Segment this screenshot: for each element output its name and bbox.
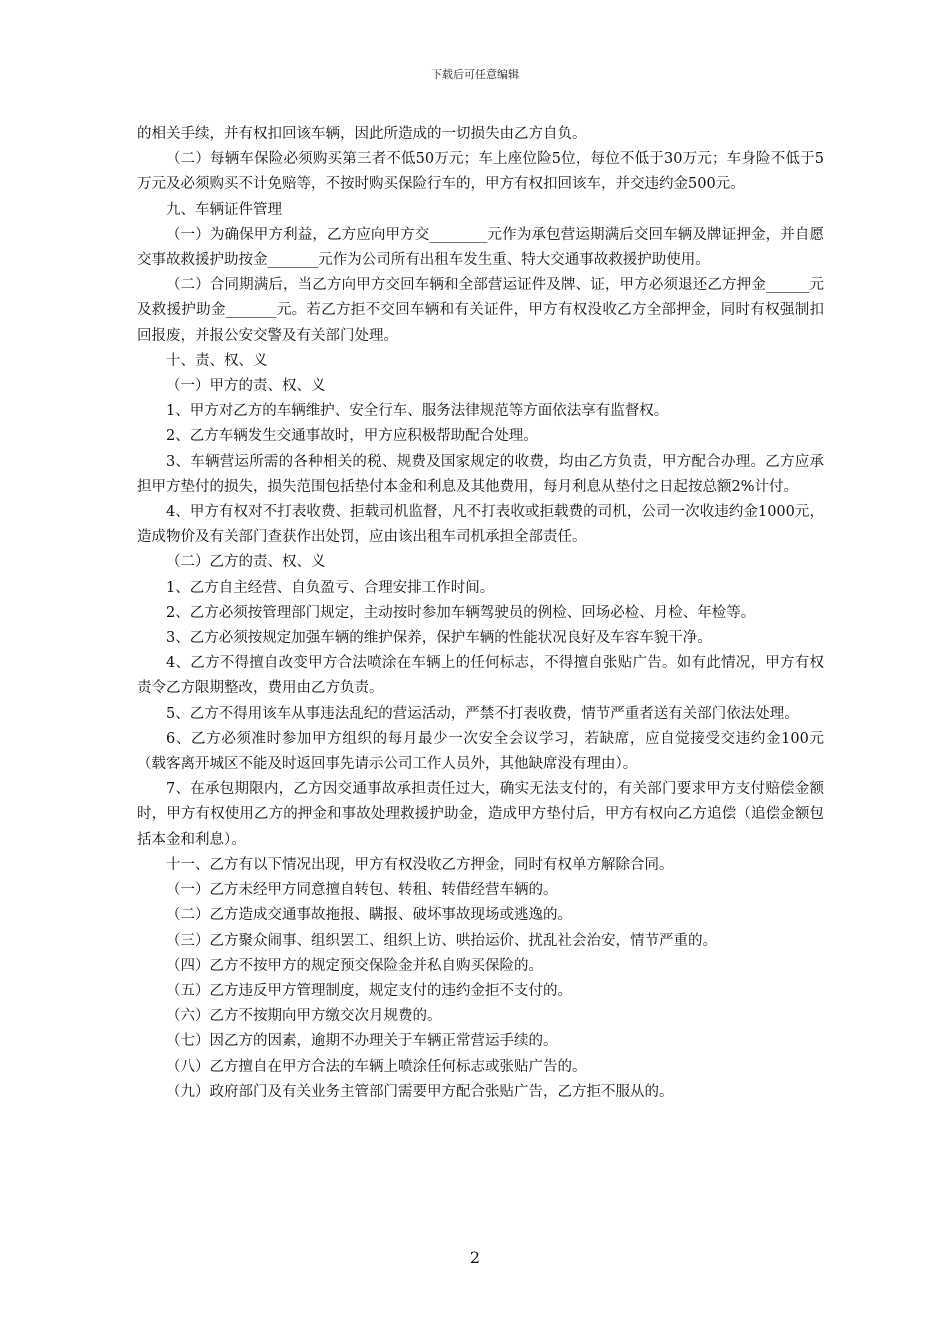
list-item: 1、甲方对乙方的车辆维护、安全行车、服务法律规范等方面依法享有监督权。 (166, 403, 669, 420)
list-item: 5、乙方不得用该车从事违法乱纪的营运活动，严禁不打表收费，情节严重者送有关部门依法处理。 (166, 705, 799, 722)
section-heading-11: 十一、乙方有以下情况出现，甲方有权没收乙方押金，同时有权单方解除合同。 (166, 856, 674, 873)
subsection-heading-party-a: （一）甲方的责、权、义 (166, 378, 326, 395)
list-item: 6、乙方必须准时参加甲方组织的每月最少一次安全会议学习，若缺席，应自觉接受交违约金100元（载客离开城区不能及时返回事先请示公司工作人员外，其他缺席没有理由）。 (137, 730, 824, 773)
list-item: 1、乙方自主经营、自负盈亏、合理安排工作时间。 (166, 579, 495, 596)
list-item: 2、乙方车辆发生交通事故时，甲方应积极帮助配合处理。 (166, 428, 538, 445)
list-item: （三）乙方聚众闹事、组织罢工、组织上访、哄抬运价、扰乱社会治安，情节严重的。 (166, 932, 717, 949)
list-item: （一）乙方未经甲方同意擅自转包、转租、转借经营车辆的。 (166, 882, 558, 899)
list-item: 3、车辆营运所需的各种相关的税、规费及国家规定的收费，均由乙方负责，甲方配合办理。乙方应承担甲方垫付的损失，损失范围包括垫付本金和利息及其他费用，每月利息从垫付之日起按总额2%计付。 (137, 453, 824, 495)
section-heading-9: 九、车辆证件管理 (166, 201, 282, 218)
list-item: （五）乙方违反甲方管理制度，规定支付的违约金拒不支付的。 (166, 982, 572, 999)
list-item: （六）乙方不按期向甲方缴交次月规费的。 (166, 1008, 442, 1025)
page-header-note: 下载后可任意编辑 (431, 68, 519, 81)
list-item: 3、乙方必须按规定加强车辆的维护保养，保护车辆的性能状况良好及车容车貌干净。 (166, 630, 712, 647)
paragraph-deposit-clause: （一）为确保甲方利益，乙方应向甲方交________元作为承包营运期满后交回车辆及牌证押金，并自愿交事故救援护助按金_______元作为公司所有出租车发生重、特大交通事故救援护助使用。 (137, 226, 824, 269)
section-heading-10: 十、责、权、义 (166, 352, 268, 369)
list-item: （二）乙方造成交通事故拖报、瞒报、破坏事故现场或逃逸的。 (166, 907, 572, 924)
list-item: （四）乙方不按甲方的规定预交保险金并私自购买保险的。 (166, 957, 543, 974)
subsection-heading-party-b: （二）乙方的责、权、义 (166, 554, 326, 571)
paragraph-continuation: 的相关手续，并有权扣回该车辆，因此所造成的一切损失由乙方自负。 (137, 126, 587, 142)
paragraph-insurance-clause: （二）每辆车保险必须购买第三者不低50万元；车上座位险5位，每位不低于30万元；车身险不低于5万元及必须购买不计免赔等，不按时购买保险行车的，甲方有权扣回该车，并交违约金500元。 (137, 151, 824, 193)
list-item: 4、甲方有权对不打表收费、拒载司机监督，凡不打表收或拒载费的司机，公司一次收违约金1000元，造成物价及有关部门查获作出处罚，应由该出租车司机承担全部责任。 (137, 504, 824, 546)
list-item: 7、在承包期限内，乙方因交通事故承担责任过大，确实无法支付的，有关部门要求甲方支付赔偿金额时，甲方有权使用乙方的押金和事故处理救援护助金，造成甲方垫付后，甲方有权向乙方追偿（追偿金额包括本金和利息）。 (137, 781, 824, 848)
paragraph-deposit-refund: （二）合同期满后，当乙方向甲方交回车辆和全部营运证件及牌、证，甲方必须退还乙方押金______元及救援护助金_______元。若乙方拒不交回车辆和有关证件，甲方有权没收乙方全部押金，同时有权强制扣回报废，并报公安交警及有关部门处理。 (137, 277, 824, 344)
list-item: （七）因乙方的因素，逾期不办理关于车辆正常营运手续的。 (166, 1033, 558, 1050)
list-item: 2、乙方必须按管理部门规定，主动按时参加车辆驾驶员的例检、回场必检、月检、年检等。 (166, 604, 756, 621)
list-item: （九）政府部门及有关业务主管部门需要甲方配合张贴广告，乙方拒不服从的。 (166, 1083, 674, 1100)
page-number: 2 (469, 1248, 481, 1267)
list-item: （八）乙方擅自在甲方合法的车辆上喷涂任何标志或张贴广告的。 (166, 1058, 587, 1075)
list-item: 4、乙方不得擅自改变甲方合法喷涂在车辆上的任何标志，不得擅自张贴广告。如有此情况，甲方有权责令乙方限期整改，费用由乙方负责。 (137, 655, 824, 697)
document-body (137, 122, 824, 1105)
